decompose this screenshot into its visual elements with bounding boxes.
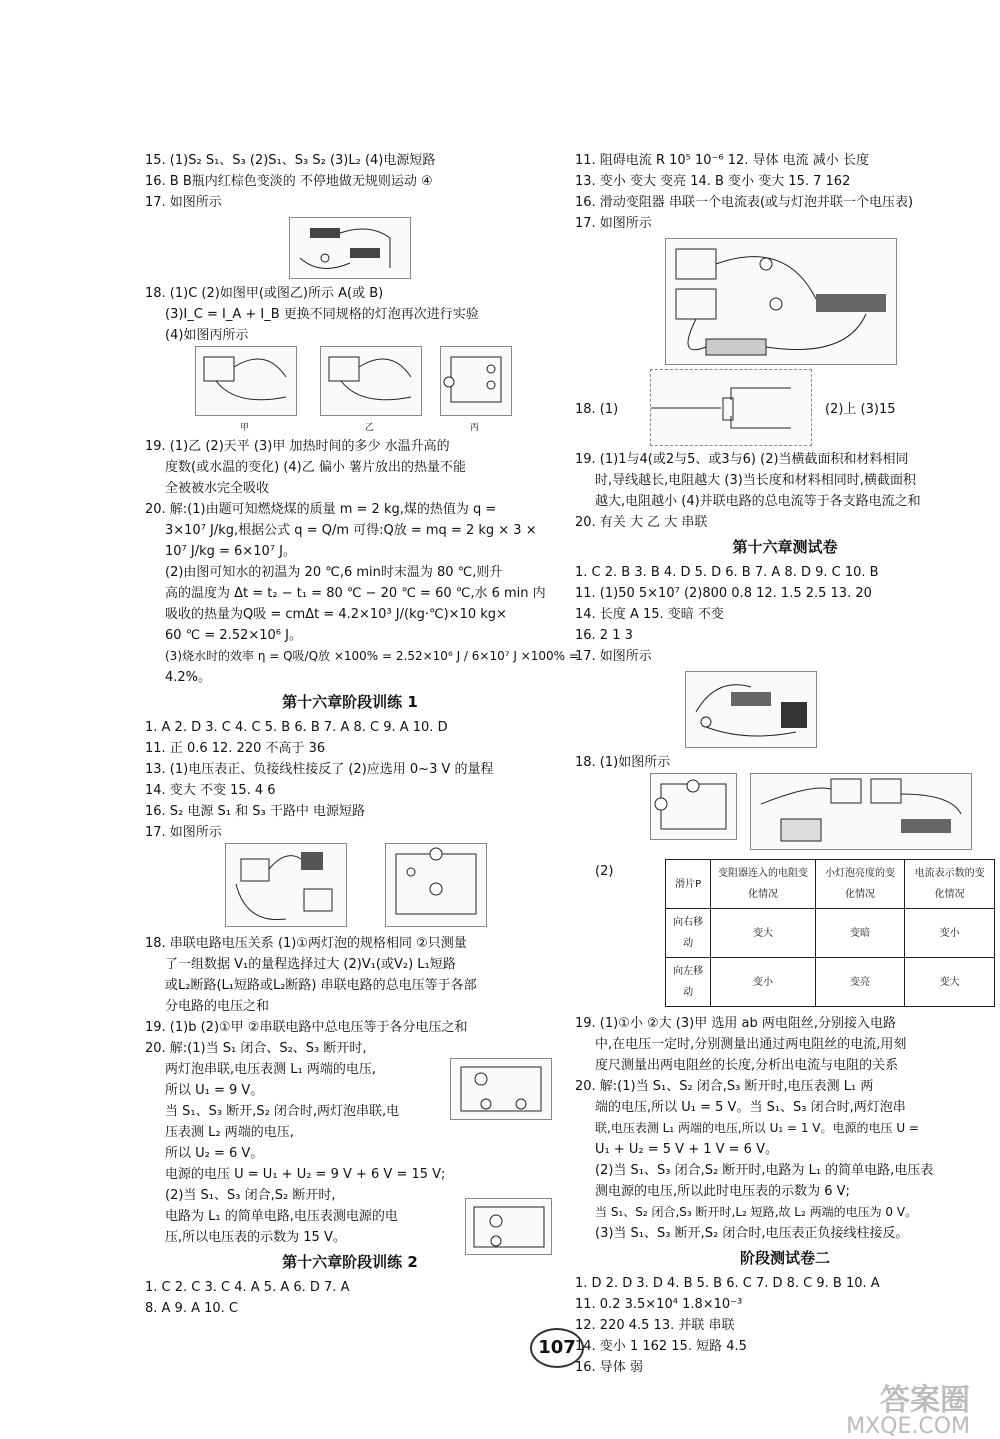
table-header-row <box>666 860 995 909</box>
figure-row-s1-17 <box>145 843 555 933</box>
answer-line: 4.2%。 <box>165 670 212 685</box>
answer-line: 1. A 2. D 3. C 4. C 5. B 6. B 7. A 8. C 9. A 10. D <box>145 720 448 735</box>
answer-line: 10⁷ J/kg = 6×10⁷ J。 <box>165 544 296 559</box>
answer-line: 所以 U₂ = 6 V。 <box>165 1146 264 1161</box>
answer-line: 19. (1)b (2)①甲 ②串联电路中总电压等于各分电压之和 <box>145 1020 468 1035</box>
answer-line: 12. 220 4.5 13. 并联 串联 <box>575 1318 735 1333</box>
circuit-figure-t18b <box>750 773 972 850</box>
answer-line: 16. B B瓶内红棕色变淡的 不停地做无规则运动 ④ <box>145 174 433 189</box>
answer-line: (2)当 S₁、S₃ 闭合,S₂ 断开时,电路为 L₁ 的简单电路,电压表 <box>595 1163 934 1178</box>
answer-line: 14. 变大 不变 15. 4 6 <box>145 783 276 798</box>
answer-line: 17. 如图所示 <box>145 825 222 840</box>
data-table <box>665 859 995 1007</box>
answer-line: 20. 解:(1)由题可知燃烧煤的质量 m = 2 kg,煤的热值为 q = <box>145 502 497 517</box>
answer-line: (2)上 (3)15 <box>825 402 896 417</box>
circuit-figure-t17 <box>685 671 817 748</box>
answer-line: 20. 解:(1)当 S₁、S₂ 闭合,S₃ 断开时,电压表测 L₁ 两 <box>575 1079 874 1094</box>
circuit-figure-jia <box>195 346 297 416</box>
answer-line: U₁ + U₂ = 5 V + 1 V = 6 V。 <box>595 1142 778 1157</box>
answer-line: 16. 滑动变阻器 串联一个电流表(或与灯泡并联一个电压表) <box>575 195 914 210</box>
answer-line: 当 S₁、S₃ 断开,S₂ 闭合时,两灯泡串联,电 <box>165 1104 400 1119</box>
answer-line: 11. (1)50 5×10⁷ (2)800 0.8 12. 1.5 2.5 13. 20 <box>575 586 872 601</box>
answer-line: 11. 阻碍电流 R 10⁵ 10⁻⁶ 12. 导体 电流 减小 长度 <box>575 153 869 168</box>
table-row <box>666 909 995 958</box>
answer-line: 高的温度为 Δt = t₂ − t₁ = 80 ℃ − 20 ℃ = 60 ℃,水 6 min 内 <box>165 586 546 601</box>
answer-line: 19. (1)①小 ②大 (3)甲 选用 ab 两电阻丝,分别接入电路 <box>575 1016 896 1031</box>
answer-line: 18. (1)如图所示 <box>575 755 671 770</box>
answer-line: 分电路的电压之和 <box>165 999 270 1014</box>
answer-line: 或L₂断路(L₁短路或L₂断路) 串联电路的总电压等于各部 <box>165 978 477 993</box>
circuit-figure-17 <box>289 217 411 279</box>
answer-line: 18. (1)C (2)如图甲(或图乙)所示 A(或 B) <box>145 286 384 301</box>
answer-line: 1. C 2. B 3. B 4. D 5. D 6. B 7. A 8. D 9. C 10. B <box>575 565 879 580</box>
answer-line: 吸收的热量为Q吸 = cmΔt = 4.2×10³ J/(kg·℃)×10 kg× <box>165 607 507 622</box>
table-header-cell: 小灯泡亮度的变化情况 <box>815 860 905 909</box>
answer-line: 16. S₂ 电源 S₁ 和 S₃ 干路中 电源短路 <box>145 804 365 819</box>
answer-line: (4)如图丙所示 <box>165 328 249 343</box>
table-block <box>575 859 995 1007</box>
black-box-figure <box>650 369 812 446</box>
section-heading: 第十六章阶段训练 1 <box>282 693 418 711</box>
table-cell: 变大 <box>905 958 995 1007</box>
section-heading: 阶段测试卷二 <box>739 1249 830 1267</box>
table-cell: 变大 <box>711 909 815 958</box>
page-number: 107 <box>530 1328 584 1368</box>
answer-line: 60 ℃ = 2.52×10⁶ J。 <box>165 628 302 643</box>
answer-line: 15. (1)S₂ S₁、S₃ (2)S₁、S₃ S₂ (3)L₂ (4)电源短路 <box>145 153 436 168</box>
answer-line: 3×10⁷ J/kg,根据公式 q = Q/m 可得:Q放 = mq = 2 kg × 3 × <box>165 523 537 538</box>
answer-line: 17. 如图所示 <box>575 216 652 231</box>
answer-line: 度数(或水温的变化) (4)乙 偏小 薯片放出的热量不能 <box>165 460 466 475</box>
answer-line: 16. 2 1 3 <box>575 628 633 643</box>
answer-line: 17. 如图所示 <box>145 195 222 210</box>
table-cell: 向左移动 <box>666 958 711 1007</box>
answer-line: 联,电压表测 L₁ 两端的电压,所以 U₁ = 1 V。电源的电压 U = <box>595 1121 919 1135</box>
answer-line: (3)I_C = I_A + I_B 更换不同规格的灯泡再次进行实验 <box>165 307 479 322</box>
table-header-cell: 滑片P <box>666 860 711 909</box>
solution-20-block <box>145 1038 555 1248</box>
figure-label-bing: 丙 <box>470 423 480 433</box>
answer-line: 两灯泡串联,电压表测 L₁ 两端的电压, <box>165 1062 376 1077</box>
answer-line: (2) <box>595 864 614 879</box>
answer-line: 电路为 L₁ 的简单电路,电压表测电源的电 <box>165 1209 398 1224</box>
answer-line: 13. 变小 变大 变亮 14. B 变小 变大 15. 7 162 <box>575 174 851 189</box>
answer-line: 度尺测量出两电阻丝的长度,分析出电流与电阻的关系 <box>595 1058 899 1073</box>
watermark-logo: 答案圈 <box>880 1383 970 1418</box>
answer-line: (2)当 S₁、S₃ 闭合,S₂ 断开时, <box>165 1188 336 1203</box>
answer-line: 16. 导体 弱 <box>575 1360 643 1375</box>
answer-line: 中,在电压一定时,分别测量出通过两电阻丝的电流,用刻 <box>595 1037 907 1052</box>
answer-line: 测电源的电压,所以此时电压表的示数为 6 V; <box>595 1184 850 1199</box>
section-heading: 第十六章测试卷 <box>732 538 838 556</box>
answer-line: 时,导线越长,电阻越大 (3)当长度和材料相同时,横截面积 <box>595 473 916 488</box>
answer-line: 越大,电阻越小 (4)并联电路的总电流等于各支路电流之和 <box>595 494 921 509</box>
figure-label-jia: 甲 <box>240 423 250 433</box>
table-cell: 变暗 <box>815 909 905 958</box>
table-cell: 变亮 <box>815 958 905 1007</box>
section-heading: 第十六章阶段训练 2 <box>282 1253 418 1271</box>
answer-line: 所以 U₁ = 9 V。 <box>165 1083 264 1098</box>
answer-line: 14. 变小 1 162 15. 短路 4.5 <box>575 1339 747 1354</box>
circuit-figure-bing <box>440 346 512 416</box>
left-column <box>145 150 579 1319</box>
table-cell: 变小 <box>905 909 995 958</box>
answer-line: 17. 如图所示 <box>575 649 652 664</box>
figure-label-yi: 乙 <box>365 423 375 433</box>
table-cell: 变小 <box>711 958 815 1007</box>
watermark-url: MXQE.COM <box>846 1414 970 1439</box>
answer-line: (3)烧水时的效率 η = Q吸/Q放 ×100% = 2.52×10⁶ J / 6×10⁷ J ×100% = <box>165 649 579 663</box>
answer-line: 20. 有关 大 乙 大 串联 <box>575 515 708 530</box>
answer-line: 18. 串联电路电压关系 (1)①两灯泡的规格相同 ②只测量 <box>145 936 467 951</box>
answer-line: 11. 正 0.6 12. 220 不高于 36 <box>145 741 326 756</box>
table-header-cell: 电流表示数的变化情况 <box>905 860 995 909</box>
circuit-figure-t18a <box>650 773 737 840</box>
answer-line: 压,所以电压表的示数为 15 V。 <box>165 1230 346 1245</box>
answer-line: (3)当 S₁、S₃ 断开,S₂ 闭合时,电压表正负接线柱接反。 <box>595 1226 909 1241</box>
circuit-figure-s1-17b <box>385 843 487 927</box>
answer-line: 当 S₁、S₂ 闭合,S₃ 断开时,L₂ 短路,故 L₂ 两端的电压为 0 V。 <box>595 1205 918 1219</box>
answer-line: 13. (1)电压表正、负接线柱接反了 (2)应选用 0~3 V 的量程 <box>145 762 494 777</box>
answer-line: 全被被水完全吸收 <box>165 481 270 496</box>
answer-line: 压表测 L₂ 两端的电压, <box>165 1125 294 1140</box>
figure-row-18 <box>145 346 555 436</box>
answer-line: 11. 0.2 3.5×10⁴ 1.8×10⁻³ <box>575 1297 743 1312</box>
answer-line: 20. 解:(1)当 S₁ 闭合、S₂、S₃ 断开时, <box>145 1041 367 1056</box>
answer-line: 1. C 2. C 3. C 4. A 5. A 6. D 7. A <box>145 1280 350 1295</box>
circuit-figure-s1-17a <box>225 843 347 927</box>
answer-line: 1. D 2. D 3. D 4. B 5. B 6. C 7. D 8. C 9. B 10. A <box>575 1276 880 1291</box>
answer-line: 8. A 9. A 10. C <box>145 1301 239 1316</box>
figure-row-t18 <box>575 773 995 853</box>
answer-line: 19. (1)乙 (2)天平 (3)甲 加热时间的多少 水温升高的 <box>145 439 450 454</box>
circuit-figure-s1-20a <box>450 1058 552 1120</box>
answer-line: 端的电压,所以 U₁ = 5 V。当 S₁、S₃ 闭合时,两灯泡串 <box>595 1100 906 1115</box>
answer-line: 了一组数据 V₁的量程选择过大 (2)V₁(或V₂) L₁短路 <box>165 957 456 972</box>
answer-line: 18. (1) <box>575 402 619 417</box>
table-row <box>666 958 995 1007</box>
answer-line: 14. 长度 A 15. 变暗 不变 <box>575 607 724 622</box>
circuit-figure-yi <box>320 346 422 416</box>
answer-line: 19. (1)1与4(或2与5、或3与6) (2)当横截面积和材料相同 <box>575 452 909 467</box>
answer-line: (2)由图可知水的初温为 20 ℃,6 min时末温为 80 ℃,则升 <box>165 565 503 580</box>
answer-line: 电源的电压 U = U₁ + U₂ = 9 V + 6 V = 15 V; <box>165 1167 446 1182</box>
circuit-figure-r17 <box>665 238 897 365</box>
circuit-figure-s1-20b <box>465 1198 552 1255</box>
table-cell: 向右移动 <box>666 909 711 958</box>
right-column <box>575 150 995 1378</box>
answer-18-row <box>575 369 995 449</box>
table-header-cell: 变阻器连入的电阻变化情况 <box>711 860 815 909</box>
